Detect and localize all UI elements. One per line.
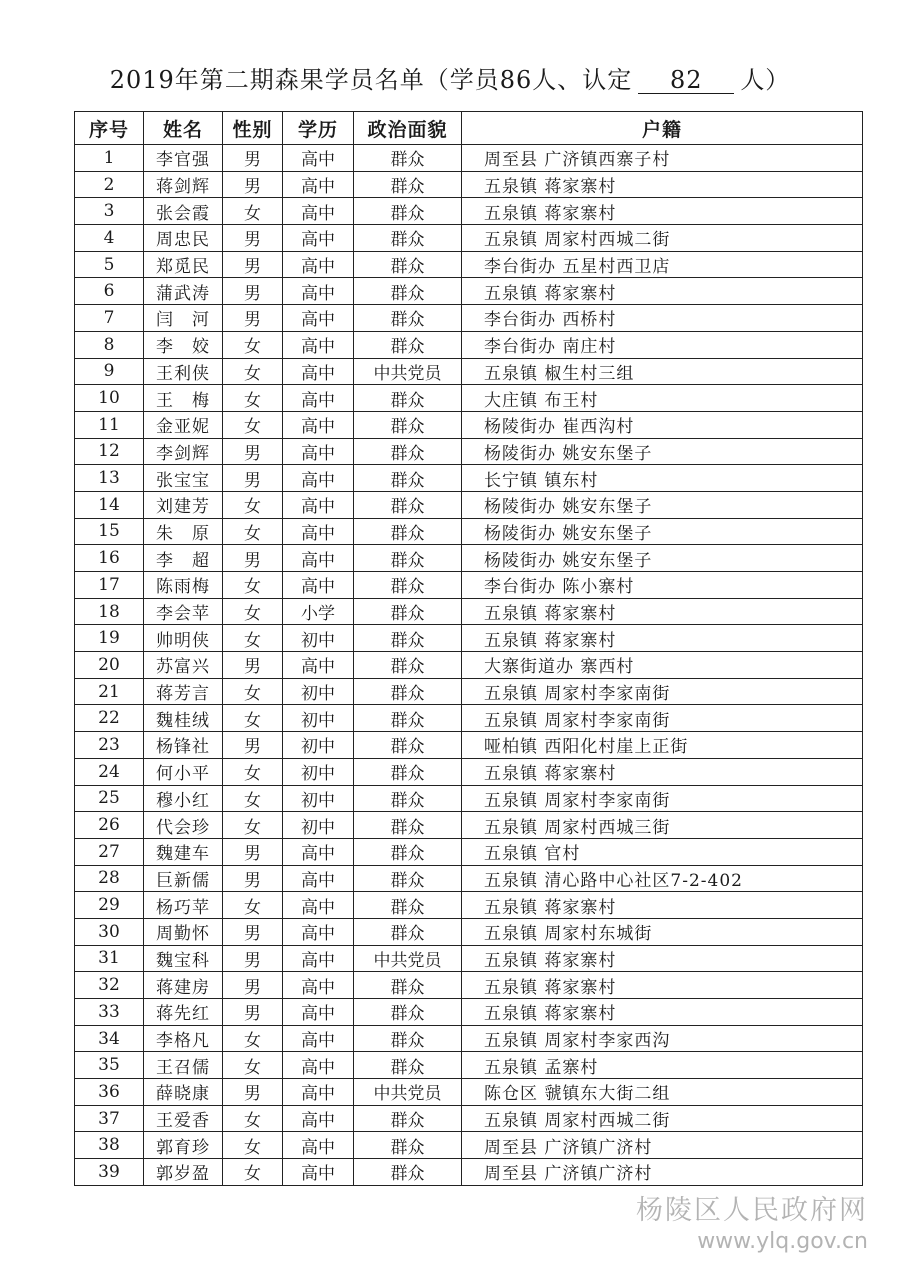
table-row [75,518,863,545]
row-index: 29 [75,892,144,919]
education: 初中 [283,812,354,839]
trainee-name: 郭育珍 [144,1132,223,1159]
gender: 男 [223,945,283,972]
political-status: 群众 [354,331,462,358]
row-index: 34 [75,1025,144,1052]
education: 高中 [283,918,354,945]
certified-count: 82 [638,67,734,94]
education: 高中 [283,892,354,919]
row-index: 21 [75,678,144,705]
row-index: 8 [75,331,144,358]
trainee-name: 帅明侠 [144,625,223,652]
table-row [75,465,863,492]
gender: 男 [223,278,283,305]
table-row [75,918,863,945]
household-registration: 周至县 广济镇广济村 [462,1159,863,1186]
row-index: 35 [75,1052,144,1079]
household-registration: 哑柏镇 西阳化村崖上正街 [462,732,863,759]
political-status: 群众 [354,1052,462,1079]
gender: 女 [223,1105,283,1132]
household-registration: 五泉镇 蒋家寨村 [462,758,863,785]
education: 高中 [283,278,354,305]
household-registration: 五泉镇 蒋家寨村 [462,892,863,919]
trainee-name: 王召儒 [144,1052,223,1079]
row-index: 17 [75,572,144,599]
gender: 男 [223,865,283,892]
table-row [75,225,863,252]
trainee-name: 金亚妮 [144,411,223,438]
political-status: 群众 [354,545,462,572]
gender: 男 [223,225,283,252]
political-status: 群众 [354,572,462,599]
gender: 女 [223,572,283,599]
table-row [75,491,863,518]
table-row [75,1105,863,1132]
row-index: 33 [75,999,144,1026]
political-status: 群众 [354,1132,462,1159]
header-gender: 性别 [223,112,283,145]
table-row [75,278,863,305]
education: 高中 [283,1132,354,1159]
row-index: 4 [75,225,144,252]
trainee-name: 蒋建房 [144,972,223,999]
trainee-name: 王爱香 [144,1105,223,1132]
education: 初中 [283,758,354,785]
political-status: 群众 [354,999,462,1026]
gender: 女 [223,491,283,518]
household-registration: 杨陵街办 崔西沟村 [462,411,863,438]
political-status: 群众 [354,411,462,438]
education: 高中 [283,305,354,332]
gender: 女 [223,758,283,785]
education: 高中 [283,838,354,865]
row-index: 32 [75,972,144,999]
row-index: 5 [75,251,144,278]
household-registration: 五泉镇 蒋家寨村 [462,598,863,625]
gender: 女 [223,385,283,412]
table-row [75,572,863,599]
education: 高中 [283,572,354,599]
table-row [75,1025,863,1052]
political-status: 群众 [354,732,462,759]
political-status: 群众 [354,758,462,785]
household-registration: 五泉镇 孟寨村 [462,1052,863,1079]
political-status: 群众 [354,251,462,278]
political-status: 群众 [354,1159,462,1186]
political-status: 群众 [354,678,462,705]
gender: 女 [223,1052,283,1079]
political-status: 中共党员 [354,358,462,385]
trainee-name: 郑觅民 [144,251,223,278]
gender: 女 [223,518,283,545]
trainee-table [74,111,863,1186]
household-registration: 五泉镇 周家村李家南街 [462,785,863,812]
gender: 男 [223,999,283,1026]
education: 高中 [283,652,354,679]
political-status: 中共党员 [354,1079,462,1106]
row-index: 15 [75,518,144,545]
gender: 女 [223,1025,283,1052]
trainee-name: 李官强 [144,145,223,172]
education: 高中 [283,1025,354,1052]
watermark-url: www.ylq.gov.cn [697,1229,868,1254]
row-index: 1 [75,145,144,172]
document-title [0,60,900,95]
watermark-site-name: 杨陵区人民政府网 [636,1195,868,1226]
table-row [75,758,863,785]
row-index: 28 [75,865,144,892]
household-registration: 五泉镇 蒋家寨村 [462,625,863,652]
row-index: 11 [75,411,144,438]
row-index: 37 [75,1105,144,1132]
trainee-name: 闫 河 [144,305,223,332]
row-index: 14 [75,491,144,518]
household-registration: 大庄镇 布王村 [462,385,863,412]
table-row [75,171,863,198]
trainee-name: 李 姣 [144,331,223,358]
gender: 男 [223,732,283,759]
table-row [75,198,863,225]
political-status: 群众 [354,491,462,518]
gender: 女 [223,1132,283,1159]
education: 高中 [283,171,354,198]
gender: 女 [223,785,283,812]
row-index: 39 [75,1159,144,1186]
table-body [75,145,863,1186]
row-index: 27 [75,838,144,865]
row-index: 13 [75,465,144,492]
household-registration: 五泉镇 蒋家寨村 [462,999,863,1026]
political-status: 群众 [354,198,462,225]
table-row [75,1159,863,1186]
household-registration: 杨陵街办 姚安东堡子 [462,438,863,465]
row-index: 16 [75,545,144,572]
gender: 男 [223,171,283,198]
trainee-name: 李 超 [144,545,223,572]
header-name: 姓名 [144,112,223,145]
education: 初中 [283,705,354,732]
household-registration: 李台街办 陈小寨村 [462,572,863,599]
trainee-name: 周忠民 [144,225,223,252]
education: 高中 [283,1105,354,1132]
gender: 男 [223,652,283,679]
trainee-name: 蒋芳言 [144,678,223,705]
household-registration: 五泉镇 周家村西城二街 [462,1105,863,1132]
trainee-name: 蒋剑辉 [144,171,223,198]
trainee-name: 苏富兴 [144,652,223,679]
row-index: 24 [75,758,144,785]
gender: 女 [223,358,283,385]
table-row [75,972,863,999]
education: 高中 [283,411,354,438]
table-header-row [75,112,863,145]
education: 高中 [283,518,354,545]
political-status: 群众 [354,918,462,945]
political-status: 群众 [354,838,462,865]
trainee-name: 郭岁盈 [144,1159,223,1186]
political-status: 群众 [354,625,462,652]
household-registration: 陈仓区 虢镇东大街二组 [462,1079,863,1106]
row-index: 22 [75,705,144,732]
political-status: 群众 [354,1025,462,1052]
gender: 女 [223,812,283,839]
gender: 男 [223,145,283,172]
political-status: 群众 [354,225,462,252]
row-index: 9 [75,358,144,385]
political-status: 群众 [354,705,462,732]
political-status: 群众 [354,865,462,892]
table-row [75,678,863,705]
political-status: 群众 [354,518,462,545]
gender: 女 [223,892,283,919]
row-index: 38 [75,1132,144,1159]
row-index: 23 [75,732,144,759]
political-status: 群众 [354,145,462,172]
table-row [75,812,863,839]
gender: 男 [223,1079,283,1106]
household-registration: 杨陵街办 姚安东堡子 [462,491,863,518]
household-registration: 五泉镇 清心路中心社区7-2-402 [462,865,863,892]
political-status: 群众 [354,1105,462,1132]
household-registration: 周至县 广济镇西寨子村 [462,145,863,172]
trainee-name: 魏宝科 [144,945,223,972]
education: 初中 [283,678,354,705]
household-registration: 五泉镇 周家村西城二街 [462,225,863,252]
trainee-name: 杨锋社 [144,732,223,759]
table-row [75,945,863,972]
household-registration: 五泉镇 周家村东城街 [462,918,863,945]
household-registration: 周至县 广济镇广济村 [462,1132,863,1159]
row-index: 18 [75,598,144,625]
gender: 女 [223,198,283,225]
education: 初中 [283,625,354,652]
household-registration: 长宁镇 镇东村 [462,465,863,492]
trainee-name: 魏桂绒 [144,705,223,732]
row-index: 2 [75,171,144,198]
household-registration: 五泉镇 蒋家寨村 [462,945,863,972]
row-index: 19 [75,625,144,652]
trainee-name: 李剑辉 [144,438,223,465]
education: 高中 [283,251,354,278]
table-row [75,331,863,358]
table-row [75,598,863,625]
header-index: 序号 [75,112,144,145]
table-row [75,865,863,892]
education: 高中 [283,545,354,572]
gender: 女 [223,598,283,625]
political-status: 群众 [354,385,462,412]
gender: 男 [223,545,283,572]
gender: 男 [223,465,283,492]
row-index: 36 [75,1079,144,1106]
table-row [75,385,863,412]
trainee-name: 张宝宝 [144,465,223,492]
education: 高中 [283,225,354,252]
table-row [75,1079,863,1106]
political-status: 群众 [354,972,462,999]
household-registration: 杨陵街办 姚安东堡子 [462,518,863,545]
household-registration: 五泉镇 蒋家寨村 [462,278,863,305]
political-status: 群众 [354,305,462,332]
row-index: 7 [75,305,144,332]
table-row [75,1132,863,1159]
household-registration: 李台街办 西桥村 [462,305,863,332]
trainee-name: 刘建芳 [144,491,223,518]
table-row [75,838,863,865]
education: 高中 [283,438,354,465]
trainee-name: 蒲武涛 [144,278,223,305]
gender: 男 [223,438,283,465]
gender: 女 [223,331,283,358]
trainee-name: 魏建车 [144,838,223,865]
education: 高中 [283,465,354,492]
row-index: 12 [75,438,144,465]
household-registration: 五泉镇 蒋家寨村 [462,171,863,198]
political-status: 群众 [354,785,462,812]
table-row [75,358,863,385]
row-index: 25 [75,785,144,812]
trainee-name: 王利侠 [144,358,223,385]
education: 小学 [283,598,354,625]
row-index: 20 [75,652,144,679]
political-status: 群众 [354,652,462,679]
row-index: 31 [75,945,144,972]
trainee-name: 王 梅 [144,385,223,412]
household-registration: 大寨街道办 寨西村 [462,652,863,679]
political-status: 中共党员 [354,945,462,972]
education: 初中 [283,785,354,812]
political-status: 群众 [354,171,462,198]
table-row [75,438,863,465]
trainee-name: 代会珍 [144,812,223,839]
household-registration: 五泉镇 周家村李家南街 [462,678,863,705]
gender: 女 [223,678,283,705]
household-registration: 五泉镇 椒生村三组 [462,358,863,385]
household-registration: 五泉镇 周家村李家西沟 [462,1025,863,1052]
political-status: 群众 [354,465,462,492]
political-status: 群众 [354,892,462,919]
table-row [75,1052,863,1079]
political-status: 群众 [354,812,462,839]
household-registration: 五泉镇 蒋家寨村 [462,972,863,999]
row-index: 3 [75,198,144,225]
table-row [75,145,863,172]
table-row [75,785,863,812]
gender: 男 [223,972,283,999]
trainee-name: 李会苹 [144,598,223,625]
table-row [75,892,863,919]
gender: 男 [223,838,283,865]
row-index: 26 [75,812,144,839]
trainee-name: 穆小红 [144,785,223,812]
education: 高中 [283,358,354,385]
political-status: 群众 [354,278,462,305]
education: 高中 [283,945,354,972]
education: 高中 [283,1159,354,1186]
table-row [75,999,863,1026]
table-row [75,625,863,652]
household-registration: 五泉镇 周家村西城三街 [462,812,863,839]
row-index: 10 [75,385,144,412]
education: 高中 [283,385,354,412]
trainee-name: 陈雨梅 [144,572,223,599]
political-status: 群众 [354,438,462,465]
table-row [75,305,863,332]
table-row [75,732,863,759]
row-index: 6 [75,278,144,305]
household-registration: 五泉镇 官村 [462,838,863,865]
education: 高中 [283,972,354,999]
table-row [75,251,863,278]
education: 高中 [283,1052,354,1079]
table-row [75,545,863,572]
trainee-name: 薛晓康 [144,1079,223,1106]
household-registration: 五泉镇 蒋家寨村 [462,198,863,225]
gender: 男 [223,305,283,332]
trainee-name: 蒋先红 [144,999,223,1026]
household-registration: 五泉镇 周家村李家南街 [462,705,863,732]
trainee-name: 周勤怀 [144,918,223,945]
table-row [75,705,863,732]
table-row [75,411,863,438]
header-household-registration: 户籍 [462,112,863,145]
trainee-name: 杨巧苹 [144,892,223,919]
education: 高中 [283,331,354,358]
trainee-name: 何小平 [144,758,223,785]
trainee-name: 朱 原 [144,518,223,545]
gender: 男 [223,918,283,945]
education: 高中 [283,145,354,172]
household-registration: 杨陵街办 姚安东堡子 [462,545,863,572]
education: 高中 [283,198,354,225]
gender: 女 [223,411,283,438]
header-education: 学历 [283,112,354,145]
gender: 男 [223,251,283,278]
trainee-name: 张会霞 [144,198,223,225]
row-index: 30 [75,918,144,945]
watermark [636,1188,868,1254]
title-suffix: 人） [740,66,791,94]
education: 高中 [283,1079,354,1106]
political-status: 群众 [354,598,462,625]
trainee-name: 巨新儒 [144,865,223,892]
gender: 女 [223,625,283,652]
trainee-name: 李格凡 [144,1025,223,1052]
education: 高中 [283,491,354,518]
header-political-status: 政治面貌 [354,112,462,145]
household-registration: 李台街办 五星村西卫店 [462,251,863,278]
table-row [75,652,863,679]
gender: 女 [223,1159,283,1186]
education: 高中 [283,865,354,892]
household-registration: 李台街办 南庄村 [462,331,863,358]
title-prefix: 2019年第二期森果学员名单（学员86人、认定 [109,66,633,94]
gender: 女 [223,705,283,732]
education: 初中 [283,732,354,759]
education: 高中 [283,999,354,1026]
